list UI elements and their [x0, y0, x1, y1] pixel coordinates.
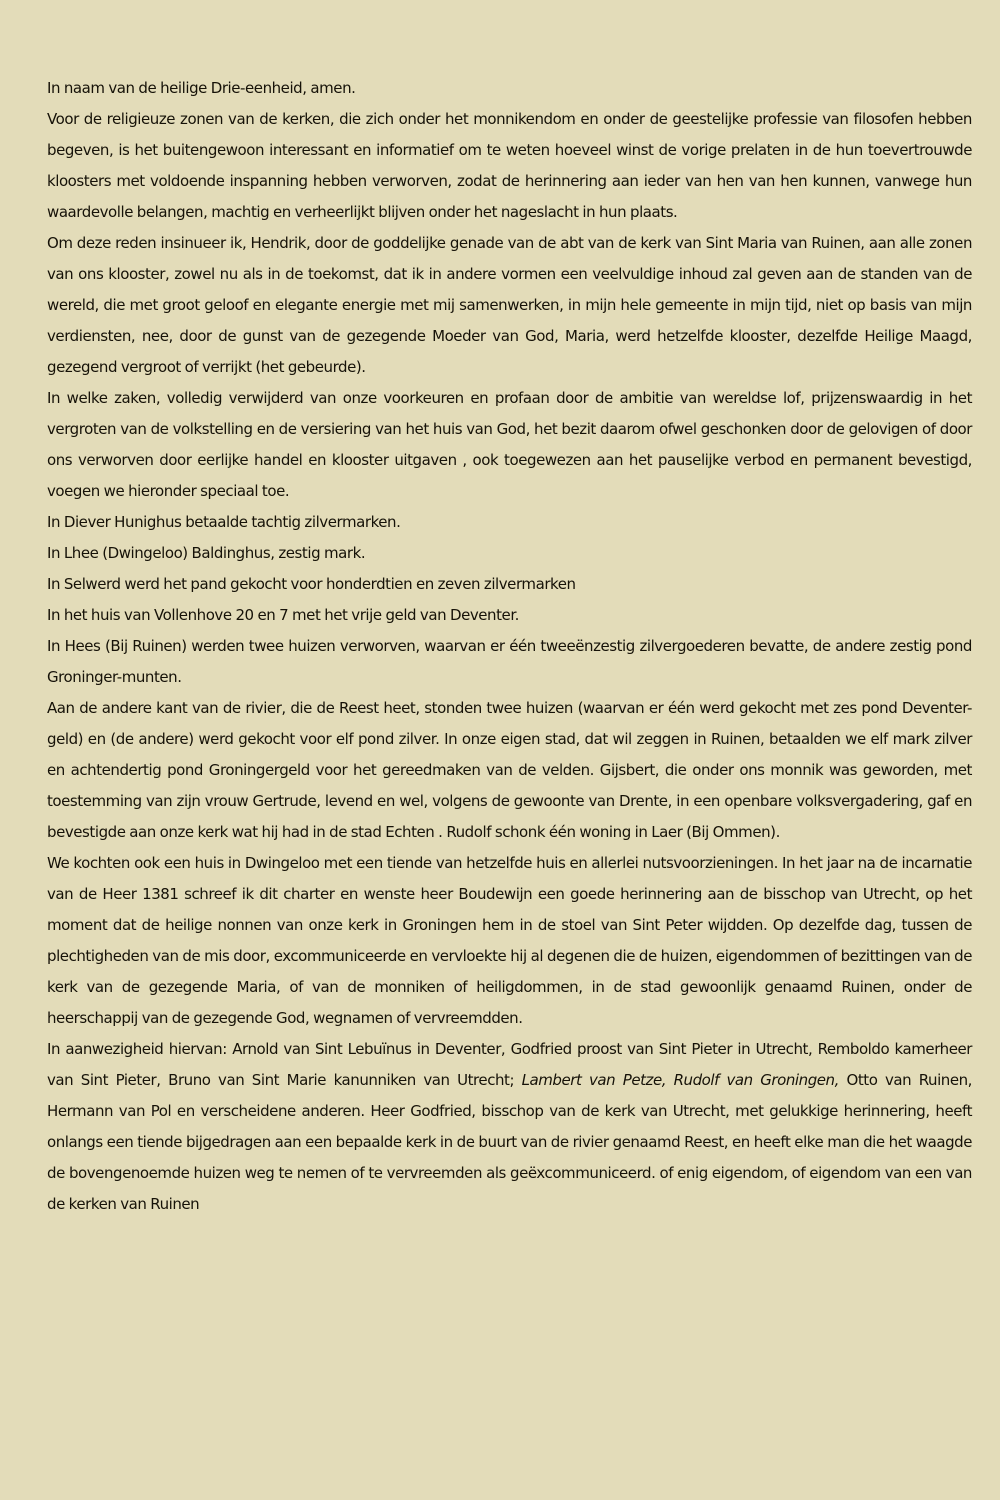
paragraph-reest: Aan de andere kant van de rivier, die de Reest heet, stonden twee huizen (waarvan er één werd gekocht met zes pond Deventer-geld) en (de andere) werd gekocht voor elf pond zilver. In onze eigen stad, dat wil zeggen in Ruinen, betaalden we elf mark zilver en achtendertig pond Groningergeld voor het gereedmaken van de velden. Gijsbert, die onder ons monnik was geworden, met toestemming van zijn vrouw Gertrude, levend en wel, volgens de gewoonte van Drente, in een openbare volksvergadering, gaf en bevestigde aan onze kerk wat hij had in de stad Echten . Rudolf schonk één woning in Laer (Bij Ommen).: [47, 699, 972, 841]
paragraph-witnesses: [47, 1034, 972, 1220]
witnesses-italic-names: Lambert van Petze, Rudolf van Groningen,: [521, 1071, 839, 1089]
witnesses-text-end: Otto van Ruinen, Hermann van Pol en verscheidene anderen. Heer Godfried, bisschop van de kerk van Utrecht, met gelukkige herinnering, heeft onlangs een tiende bijgedragen aan een bepaalde kerk in de buurt van de rivier genaamd Reest, en heeft elke man die het waagde de bovengenoemde huizen weg te nemen of te vervreemden als geëxcommuniceerd. of enig eigendom, of eigendom van een van de kerken van Ruinen: [47, 1071, 972, 1213]
witnesses-text-start: In aanwezigheid hiervan: Arnold van Sint Lebuïnus in Deventer, Godfried proost van Sint Pieter in Utrecht, Remboldo kamerheer van Sint Pieter, Bruno van Sint Marie kanunniken van Utrecht;: [47, 1040, 972, 1089]
paragraph-hees: In Hees (Bij Ruinen) werden twee huizen verworven, waarvan er één tweeënzestig zilvergoederen bevatte, de andere zestig pond Groninger-munten.: [47, 637, 972, 686]
paragraph-dwingeloo: We kochten ook een huis in Dwingeloo met een tiende van hetzelfde huis en allerlei nutsvoorzieningen. In het jaar na de incarnatie van de Heer 1381 schreef ik dit charter en wenste heer Boudewijn een goede herinnering aan de bisschop van Utrecht, op het moment dat de heilige nonnen van onze kerk in Groningen hem in de stoel van Sint Peter wijdden. Op dezelfde dag, tussen de plechtigheden van de mis door, excommuniceerde en vervloekte hij al degenen die de huizen, eigendommen of bezittingen van de kerk van de gezegende Maria, of van de monniken of heiligdommen, in de stad gewoonlijk genaamd Ruinen, onder de heerschappij van de gezegende God, wegnamen of vervreemdden.: [47, 854, 972, 1027]
line-vollenhove: In het huis van Vollenhove 20 en 7 met het vrije geld van Deventer.: [47, 606, 519, 624]
paragraph-possessions: In welke zaken, volledig verwijderd van onze voorkeuren en profaan door de ambitie van wereldse lof, prijzenswaardig in het vergroten van de volkstelling en de versiering van het huis van God, het bezit daarom ofwel geschonken door de gelovigen of door ons verworven door eerlijke handel en klooster uitgaven , ook toegewezen aan het pauselijke verbod en permanent bevestigd, voegen we hieronder speciaal toe.: [47, 389, 972, 500]
line-lhee: In Lhee (Dwingeloo) Baldinghus, zestig mark.: [47, 544, 366, 562]
invocation-line: In naam van de heilige Drie-eenheid, amen.: [47, 79, 356, 97]
line-diever: In Diever Hunighus betaalde tachtig zilvermarken.: [47, 513, 401, 531]
paragraph-abbot-hendrik: Om deze reden insinueer ik, Hendrik, door de goddelijke genade van de abt van de kerk van Sint Maria van Ruinen, aan alle zonen van ons klooster, zowel nu als in de toekomst, dat ik in andere vormen een veelvuldige inhoud zal geven aan de standen van de wereld, die met groot geloof en elegante energie met mij samenwerken, in mijn hele gemeente in mijn tijd, niet op basis van mijn verdiensten, nee, door de gunst van de gezegende Moeder van God, Maria, werd hetzelfde klooster, dezelfde Heilige Maagd, gezegend vergroot of verrijkt (het gebeurde).: [47, 234, 972, 376]
paragraph-preamble: Voor de religieuze zonen van de kerken, die zich onder het monnikendom en onder de geestelijke professie van filosofen hebben begeven, is het buitengewoon interessant en informatief om te weten hoeveel winst de vorige prelaten in de hun toevertrouwde kloosters met voldoende inspanning hebben verworven, zodat de herinnering aan ieder van hen van hen kunnen, vanwege hun waardevolle belangen, machtig en verheerlijkt blijven onder het nageslacht in hun plaats.: [47, 110, 972, 221]
line-selwerd: In Selwerd werd het pand gekocht voor honderdtien en zeven zilvermarken: [47, 575, 576, 593]
document-body: [47, 73, 972, 1220]
